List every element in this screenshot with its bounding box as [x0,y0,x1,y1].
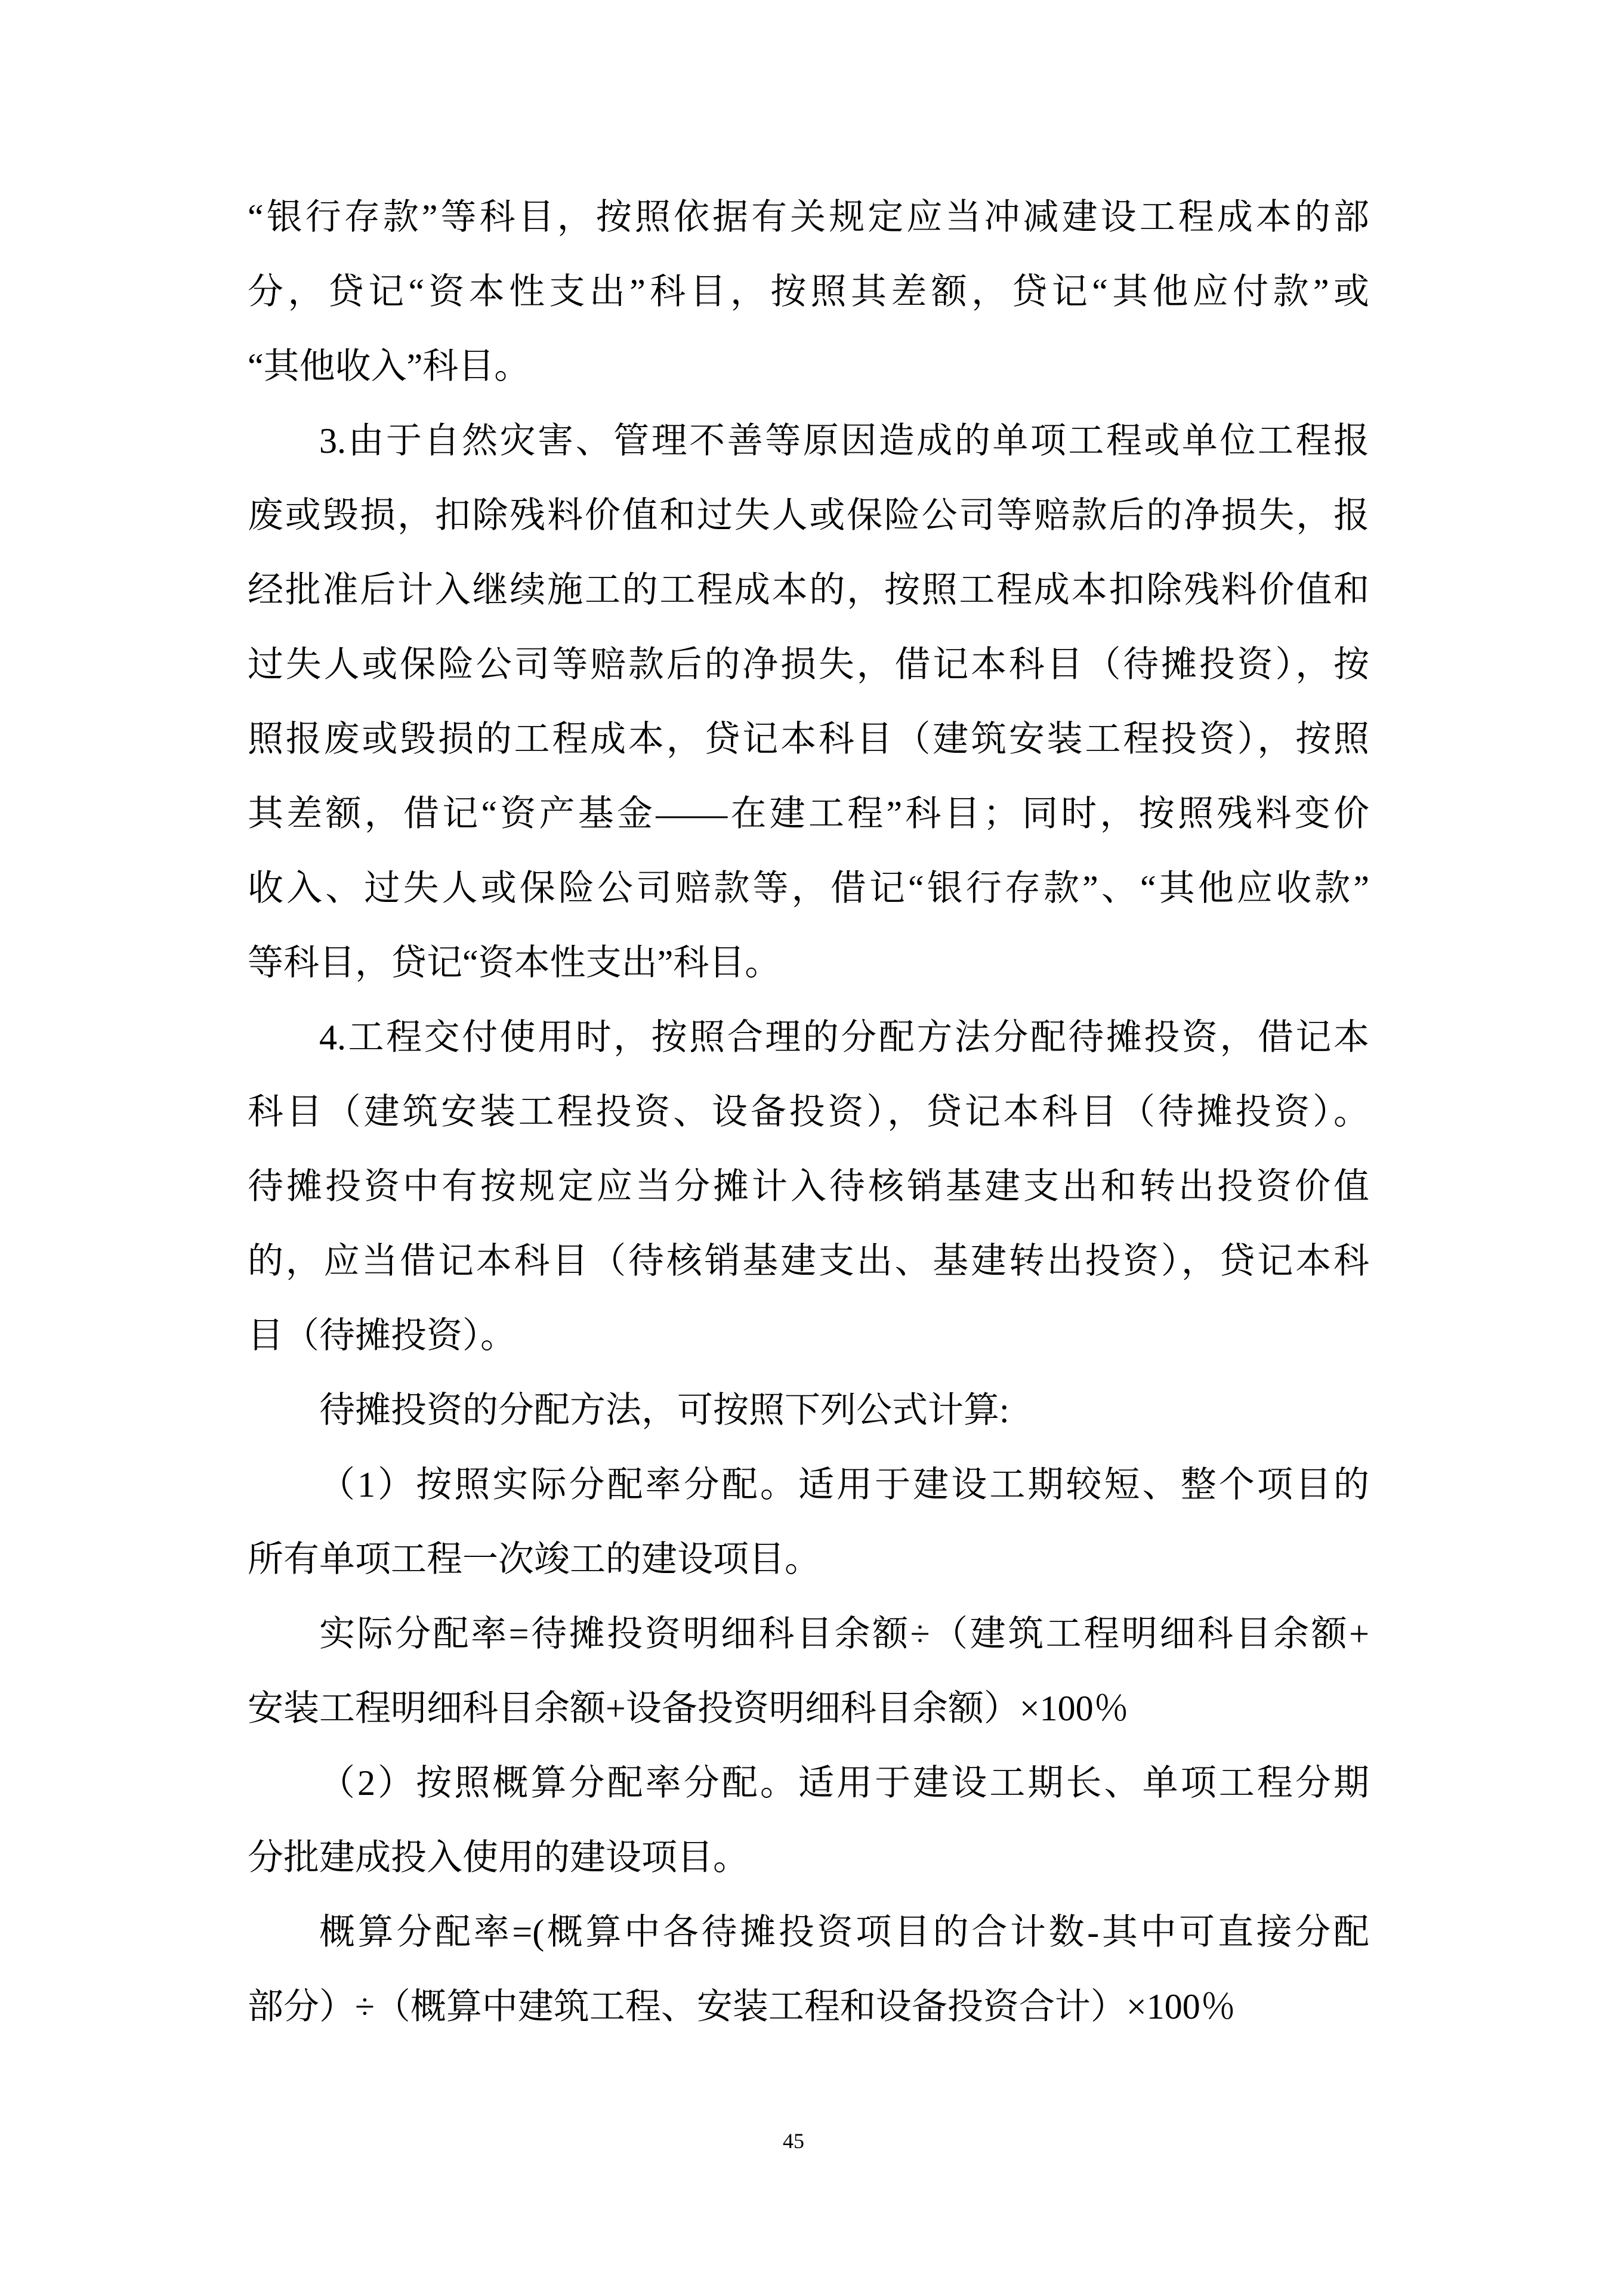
paragraph [248,1448,1369,1597]
paragraph [248,1000,1369,1373]
text-line: 过失人或保险公司等赔款后的净损失，借记本科目（待摊投资），按 [248,645,1369,684]
text-line: “银行存款”等科目，按照依据有关规定应当冲减建设工程成本的部 [248,197,1369,237]
text-line: 分批建成投入使用的建设项目。 [248,1838,749,1877]
text-line: 概算分配率=(概算中各待摊投资项目的合计数-其中可直接分配 [319,1912,1369,1952]
text-line: “其他收入”科目。 [248,347,530,386]
text-line: 部分）÷（概算中建筑工程、安装工程和设备投资合计）×100％ [248,1987,1236,2026]
text-line: 经批准后计入继续施工的工程成本的，按照工程成本扣除残料价值和 [248,570,1369,610]
text-line: 待摊投资的分配方法，可按照下列公式计算: [319,1390,1009,1430]
paragraph [248,1597,1369,1746]
text-line: 收入、过失人或保险公司赔款等，借记“银行存款”、“其他应收款” [248,869,1369,908]
text-line: 3.由于自然灾害、管理不善等原因造成的单项工程或单位工程报 [319,421,1369,461]
page-number: 45 [783,2129,804,2153]
document-body [248,180,1369,2044]
text-line: 实际分配率=待摊投资明细科目余额÷（建筑工程明细科目余额+ [319,1614,1369,1654]
text-line: 照报废或毁损的工程成本，贷记本科目（建筑安装工程投资），按照 [248,719,1369,759]
paragraph [248,404,1369,1000]
text-line: 所有单项工程一次竣工的建设项目。 [248,1540,820,1579]
paragraph [248,1373,1369,1448]
text-line: （1）按照实际分配率分配。适用于建设工期较短、整个项目的 [319,1465,1369,1504]
text-line: 科目（建筑安装工程投资、设备投资），贷记本科目（待摊投资）。 [248,1092,1369,1132]
text-line: 安装工程明细科目余额+设备投资明细科目余额）×100％ [248,1689,1129,1728]
text-line: 其差额，借记“资产基金——在建工程”科目；同时，按照残料变价 [248,794,1369,833]
text-line: 等科目，贷记“资本性支出”科目。 [248,943,781,982]
text-line: 的，应当借记本科目（待核销基建支出、基建转出投资），贷记本科 [248,1241,1369,1281]
text-line: 待摊投资中有按规定应当分摊计入待核销基建支出和转出投资价值 [248,1167,1369,1206]
paragraph [248,1746,1369,1895]
text-line: 4.工程交付使用时，按照合理的分配方法分配待摊投资，借记本 [319,1018,1369,1057]
paragraph [248,1895,1369,2044]
text-line: 废或毁损，扣除残料价值和过失人或保险公司等赔款后的净损失，报 [248,496,1369,535]
paragraph [248,180,1369,404]
text-line: （2）按照概算分配率分配。适用于建设工期长、单项工程分期 [319,1763,1369,1803]
text-line: 分，贷记“资本性支出”科目，按照其差额，贷记“其他应付款”或 [248,272,1369,311]
text-line: 目（待摊投资）。 [248,1316,516,1355]
